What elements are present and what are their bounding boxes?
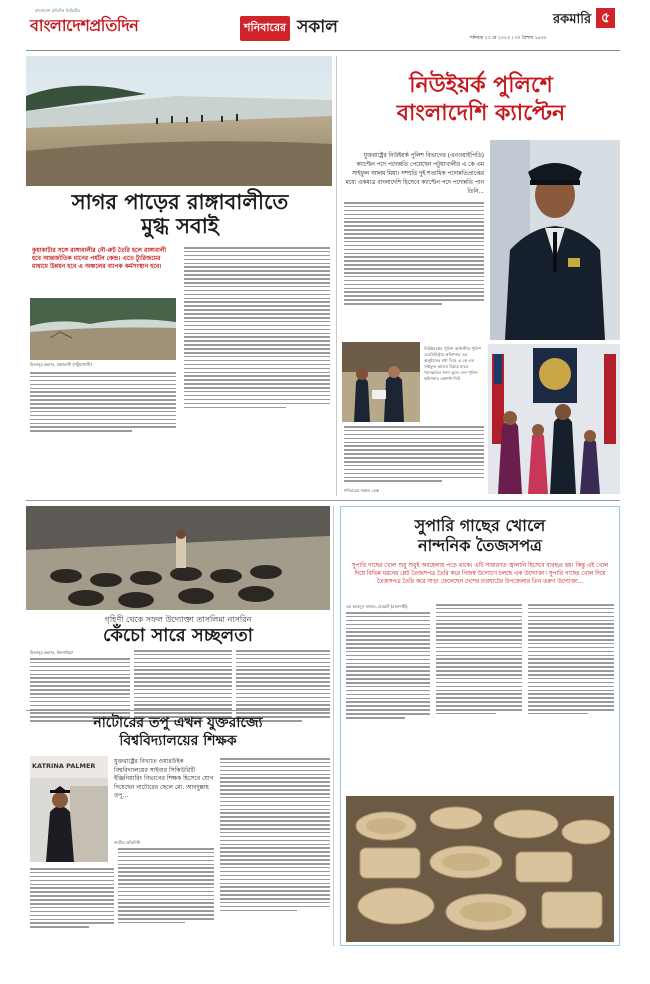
natore-body-col1 bbox=[30, 868, 114, 930]
tazlima-body-col3 bbox=[236, 650, 330, 724]
nypd-body bbox=[344, 202, 484, 307]
sea-headline-line2: মুগ্ধ সবাই bbox=[141, 214, 219, 238]
betel-headline-line2: নান্দনিক তৈজসপত্র bbox=[418, 536, 542, 555]
natore-tapu-photo bbox=[30, 756, 108, 862]
nypd-headline bbox=[342, 72, 620, 128]
nypd-byline: শনিবারের সকাল ডেস্ক bbox=[344, 488, 379, 493]
masthead-tagline: বাংলাদেশ প্রতিদিন লিমিটেড bbox=[35, 8, 80, 13]
sea-body-col1 bbox=[30, 372, 176, 434]
sea-headline bbox=[30, 190, 330, 238]
nypd-family-photo bbox=[488, 344, 620, 494]
sea-headline-line1: সাগর পাড়ের রাঙ্গাবালীতে bbox=[71, 190, 289, 214]
nypd-headline-line2: বাংলাদেশি ক্যাপ্টেন bbox=[396, 101, 566, 126]
masthead-logo-center-part1: শনিবারের bbox=[240, 16, 290, 41]
nypd-body-lower bbox=[344, 426, 484, 484]
betel-body-col2 bbox=[436, 604, 522, 717]
tazlima-headline: কেঁচো সারে সচ্ছলতা bbox=[103, 625, 253, 646]
natore-byline: নাটোর প্রতিনিধি bbox=[114, 840, 141, 845]
sea-intro: কুয়াকাটার সঙ্গে রাঙ্গাবালীর নৌ-রুট তৈরি হলে রাঙ্গাবালী হবে আন্তর্জাতিক মানের পর্যটন কেন্দ্র। এতে ট্যুরিজমের মাধ্যমে উন্নয়ন হবে এ অঞ্চলের ব্যাপক কর্মসংস্থান হবে। bbox=[32, 247, 167, 271]
nypd-ceremony-photo bbox=[342, 342, 420, 422]
natore-intro: যুক্তরাষ্ট্রের বিখ্যাত ওয়ারউইক বিশ্ববিদ্যালয়ের সাইবার সিকিউরিটি ইঞ্জিনিয়ারিং বিভাগের শিক্ষক হিসেবে যোগ দিয়েছেন নাটোরের ছেলে মো. আবদুল্লাহ তপু... bbox=[114, 758, 214, 800]
divider-left-right-lower bbox=[333, 506, 334, 946]
date-line: শনিবার ২৩ মে ২০২৩ । ৩০ বৈশাখ ১৪৩০ bbox=[470, 36, 547, 41]
section-label: রকমারি bbox=[553, 12, 592, 27]
tazlima-body-col2 bbox=[134, 650, 232, 724]
sea-forest-photo bbox=[30, 298, 176, 360]
natore-headline-line1: নাটোরের তপু এখন যুক্তরাজ্যে bbox=[93, 715, 263, 731]
sea-beach-photo bbox=[26, 56, 332, 186]
nypd-captain-photo bbox=[490, 140, 620, 340]
divider-tazlima-natore bbox=[26, 710, 330, 711]
masthead bbox=[0, 0, 650, 54]
betel-byline: এম আবদুস সালাম, চারঘাট (রাজশাহী) bbox=[346, 604, 408, 609]
betel-body-col3 bbox=[528, 604, 614, 717]
nypd-intro: যুক্তরাষ্ট্রের নিউইয়র্ক পুলিশ বিভাগের (এনওয়াইপিডি) ক্যাপ্টেন পদে পদোন্নতি পেয়েছেন পটুয়াখালীর এ কে এম সাইফুল আলম মিয়া। সম্প্রতি দুই শতাধিক পদোন্নতিপ্রাপ্তের মধ্যে একমাত্র বাংলাদেশি হিসেবে ক্যাপ্টেন পদে পদোন্নতি পান তিনি... bbox=[345, 153, 484, 195]
masthead-rule bbox=[26, 50, 620, 51]
natore-headline bbox=[26, 714, 330, 750]
natore-body-col2 bbox=[118, 848, 214, 926]
masthead-logo-center bbox=[240, 14, 338, 40]
natore-sign-text: KATRINA PALMER bbox=[32, 762, 96, 770]
betel-headline bbox=[344, 516, 616, 556]
sea-body-col2 bbox=[184, 247, 330, 410]
natore-headline-line2: বিশ্ববিদ্যালয়ের শিক্ষক bbox=[119, 733, 237, 749]
masthead-logo-left: বাংলাদেশপ্রতিদিন bbox=[30, 16, 139, 35]
divider-sea-nypd bbox=[336, 56, 337, 496]
page-number: ৫ bbox=[596, 8, 615, 28]
betel-plates-photo bbox=[346, 796, 614, 942]
divider-horizontal-1 bbox=[26, 500, 620, 501]
betel-intro: সুপারি গাছের খোল শুধু শুধুই অবহেলায় পড়ে থাকে। এটি সাধারণত জ্বালানি হিসেবে ব্যবহৃত হয়। কিন্তু এই খোল দিয়ে বিভিন্ন ধরনের প্লেট তৈজসপত্র তৈরি করে নিজস্ব উদ্যোগে চলছে এক উদ্যোক্তা। সুপারি গাছের খোল দিয়ে তৈজসপত্র তৈরি করে সাড়া ফেলেছেন দেশের চারঘাটের উপজেলার তিন তরুণ উদ্যোক্তা... bbox=[351, 563, 609, 586]
tazlima-byline: মিজানুর রহমান, নিমগাছিয়া bbox=[30, 650, 74, 655]
nypd-photo-caption: নিউইয়র্কের পুলিশ অফিস্টার পুলিশ এডমিনিস্ট্রার কমিশনার এর অনুষ্ঠানের মধ্য দিয়ে এ কে এম সাইফুল আলম মিয়ার হাতে পদোন্নতির সনদ তুলে দেন পুলিশ কমিশনার কেশান্ট সিউ bbox=[424, 346, 481, 381]
betel-body-col1 bbox=[346, 612, 430, 721]
nypd-headline-line1: নিউইয়র্ক পুলিশে bbox=[409, 73, 553, 98]
tazlima-kicker: গৃহিণী থেকে সফল উদ্যোক্তা তাসলিমা নাসরিন bbox=[104, 615, 252, 624]
betel-headline-line1: সুপারি গাছের খোলে bbox=[414, 516, 546, 535]
natore-body-col3 bbox=[220, 758, 330, 914]
tazlima-shed-photo bbox=[26, 506, 330, 610]
masthead-logo-center-part2: সকাল bbox=[297, 17, 338, 37]
sea-byline: মিজানুর রহমান, রাঙ্গাবালী (পটুয়াখালী) bbox=[30, 362, 92, 367]
